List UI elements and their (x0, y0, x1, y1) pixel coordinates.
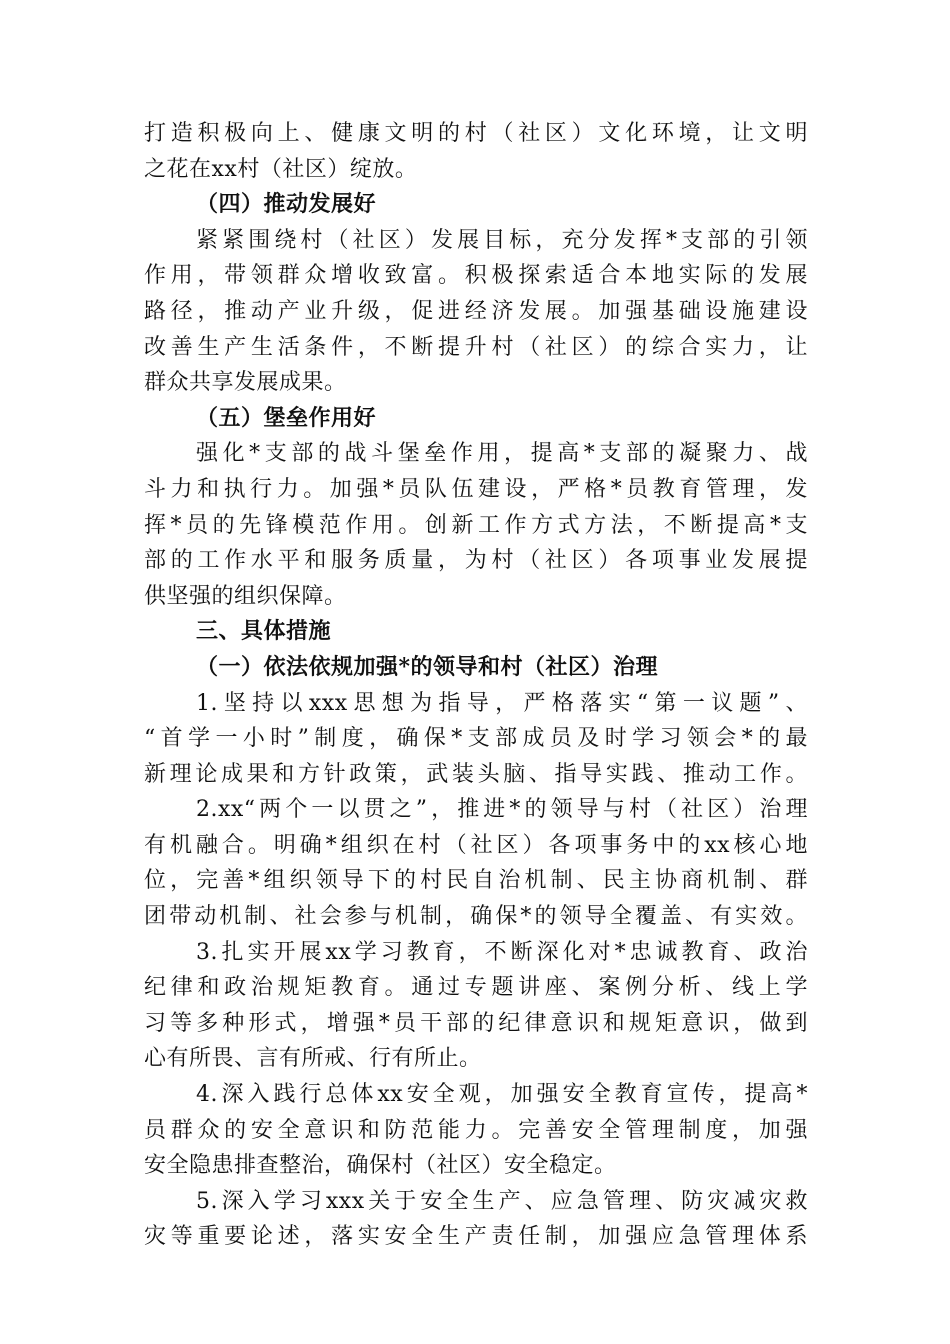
paragraph-first-line: 紧紧围绕村（社区）发展目标，充分发挥*支部的引领 (196, 227, 808, 253)
body-line: 安全隐患排查整治，确保村（社区）安全稳定。 (144, 1153, 617, 1179)
body-line: 改善生产生活条件，不断提升村（社区）的综合实力，让 (144, 334, 808, 360)
paragraph-first-line: 3.扎实开展xx学习教育，不断深化对*忠诚教育、政治 (196, 939, 808, 965)
body-line: 习等多种形式，增强*员干部的纪律意识和规矩意识，做到 (144, 1010, 808, 1036)
section-heading: （一）依法依规加强*的领导和村（社区）治理 (196, 653, 659, 680)
body-line: 作用，带领群众增收致富。积极探索适合本地实际的发展 (144, 263, 808, 289)
body-line: 之花在xx村（社区）绽放。 (144, 156, 418, 182)
paragraph-first-line: 4.深入践行总体xx安全观，加强安全教育宣传，提高* (196, 1082, 808, 1108)
body-line: 团带动机制、社会参与机制，确保*的领导全覆盖、有实效。 (144, 904, 808, 930)
body-line: 新理论成果和方针政策，武装头脑、指导实践、推动工作。 (144, 761, 808, 787)
section-heading: （四）推动发展好 (196, 191, 377, 218)
body-line: 员群众的安全意识和防范能力。完善安全管理制度，加强 (144, 1117, 808, 1143)
body-line: 路径，推动产业升级，促进经济发展。加强基础设施建设 (144, 298, 808, 324)
body-line: “首学一小时”制度，确保*支部成员及时学习领会*的最 (144, 726, 808, 752)
body-line: 纪律和政治规矩教育。通过专题讲座、案例分析、线上学 (144, 975, 808, 1001)
body-line: 部的工作水平和服务质量，为村（社区）各项事业发展提 (144, 548, 808, 574)
document-page (144, 116, 808, 1255)
chapter-heading: 三、具体措施 (196, 618, 332, 645)
body-line: 群众共享发展成果。 (144, 370, 347, 396)
body-line: 有机融合。明确*组织在村（社区）各项事务中的xx核心地 (144, 832, 808, 858)
body-line: 打造积极向上、健康文明的村（社区）文化环境，让文明 (144, 121, 808, 146)
body-line: 斗力和执行力。加强*员队伍建设，严格*员教育管理，发 (144, 476, 808, 502)
paragraph-first-line: 强化*支部的战斗堡垒作用，提高*支部的凝聚力、战 (196, 441, 808, 467)
paragraph-first-line: 5.深入学习xxx关于安全生产、应急管理、防灾减灾救 (196, 1188, 808, 1214)
paragraph-first-line: 1.坚持以xxx思想为指导，严格落实“第一议题”、 (196, 690, 808, 716)
body-line: 位，完善*组织领导下的村民自治机制、民主协商机制、群 (144, 868, 808, 894)
body-line: 灾等重要论述，落实安全生产责任制，加强应急管理体系 (144, 1224, 808, 1250)
body-line: 心有所畏、言有所戒、行有所止。 (144, 1046, 482, 1072)
section-heading: （五）堡垒作用好 (196, 404, 377, 431)
paragraph-first-line: 2.xx“两个一以贯之”，推进*的领导与村（社区）治理 (196, 797, 808, 823)
body-line: 挥*员的先锋模范作用。创新工作方式方法，不断提高*支 (144, 512, 808, 538)
body-line: 供坚强的组织保障。 (144, 583, 347, 609)
